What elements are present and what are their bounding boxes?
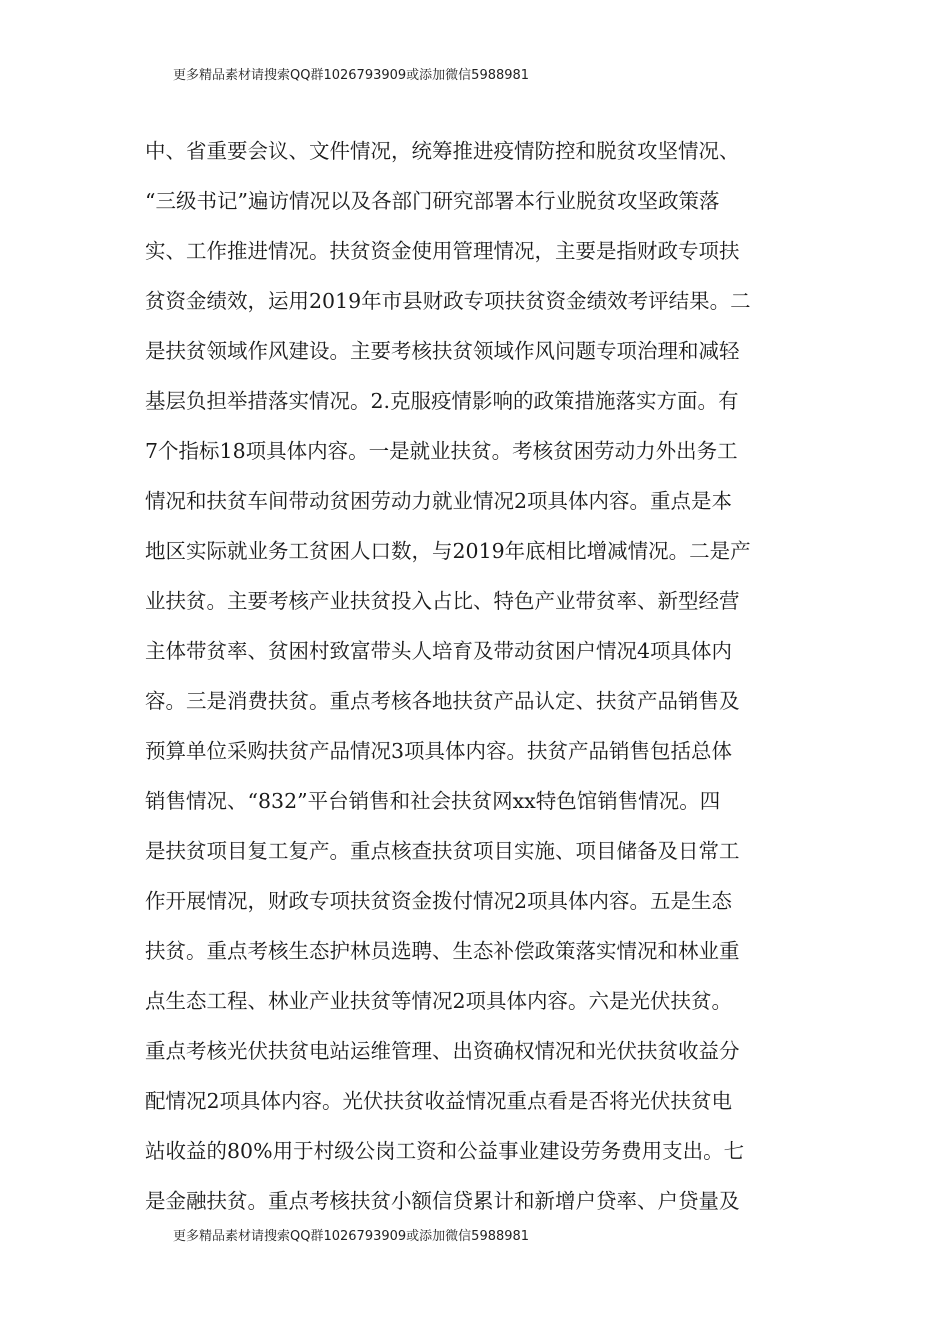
footer-note: 更多精品素材请搜索QQ群1026793909或添加微信5988981 [173, 1229, 530, 1244]
body-text [145, 126, 805, 1226]
text-line: 中、省重要会议、文件情况，统筹推进疫情防控和脱贫攻坚情况、 [145, 139, 740, 163]
text-line: 是扶贫领域作风建设。主要考核扶贫领域作风问题专项治理和减轻 [145, 339, 740, 363]
text-line: 地区实际就业务工贫困人口数，与2019年底相比增减情况。二是产 [145, 539, 751, 563]
text-line: 是金融扶贫。重点考核扶贫小额信贷累计和新增户贷率、户贷量及 [145, 1189, 740, 1213]
text-line: 7个指标18项具体内容。一是就业扶贫。考核贫困劳动力外出务工 [145, 439, 738, 463]
text-line: 重点考核光伏扶贫电站运维管理、出资确权情况和光伏扶贫收益分 [145, 1039, 740, 1063]
text-line: 容。三是消费扶贫。重点考核各地扶贫产品认定、扶贫产品销售及 [145, 689, 740, 713]
text-line: “三级书记”遍访情况以及各部门研究部署本行业脱贫攻坚政策落 [145, 189, 720, 213]
text-line: 基层负担举措落实情况。2.克服疫情影响的政策措施落实方面。有 [145, 389, 739, 413]
text-line: 配情况2项具体内容。光伏扶贫收益情况重点看是否将光伏扶贫电 [145, 1089, 733, 1113]
text-line: 作开展情况，财政专项扶贫资金拨付情况2项具体内容。五是生态 [145, 889, 733, 913]
text-line: 是扶贫项目复工复产。重点核查扶贫项目实施、项目储备及日常工 [145, 839, 740, 863]
text-line: 贫资金绩效，运用2019年市县财政专项扶贫资金绩效考评结果。二 [145, 289, 751, 313]
text-line: 实、工作推进情况。扶贫资金使用管理情况，主要是指财政专项扶 [145, 239, 740, 263]
text-line: 销售情况、“832”平台销售和社会扶贫网xx特色馆销售情况。四 [145, 789, 721, 813]
text-line: 业扶贫。主要考核产业扶贫投入占比、特色产业带贫率、新型经营 [145, 589, 740, 613]
text-line: 情况和扶贫车间带动贫困劳动力就业情况2项具体内容。重点是本 [145, 489, 733, 513]
text-line: 点生态工程、林业产业扶贫等情况2项具体内容。六是光伏扶贫。 [145, 989, 733, 1013]
header-note: 更多精品素材请搜索QQ群1026793909或添加微信5988981 [173, 68, 530, 83]
text-line: 扶贫。重点考核生态护林员选聘、生态补偿政策落实情况和林业重 [145, 939, 740, 963]
text-line: 站收益的80%用于村级公岗工资和公益事业建设劳务费用支出。七 [145, 1139, 745, 1163]
text-line: 主体带贫率、贫困村致富带头人培育及带动贫困户情况4项具体内 [145, 639, 733, 663]
text-line: 预算单位采购扶贫产品情况3项具体内容。扶贫产品销售包括总体 [145, 739, 733, 763]
